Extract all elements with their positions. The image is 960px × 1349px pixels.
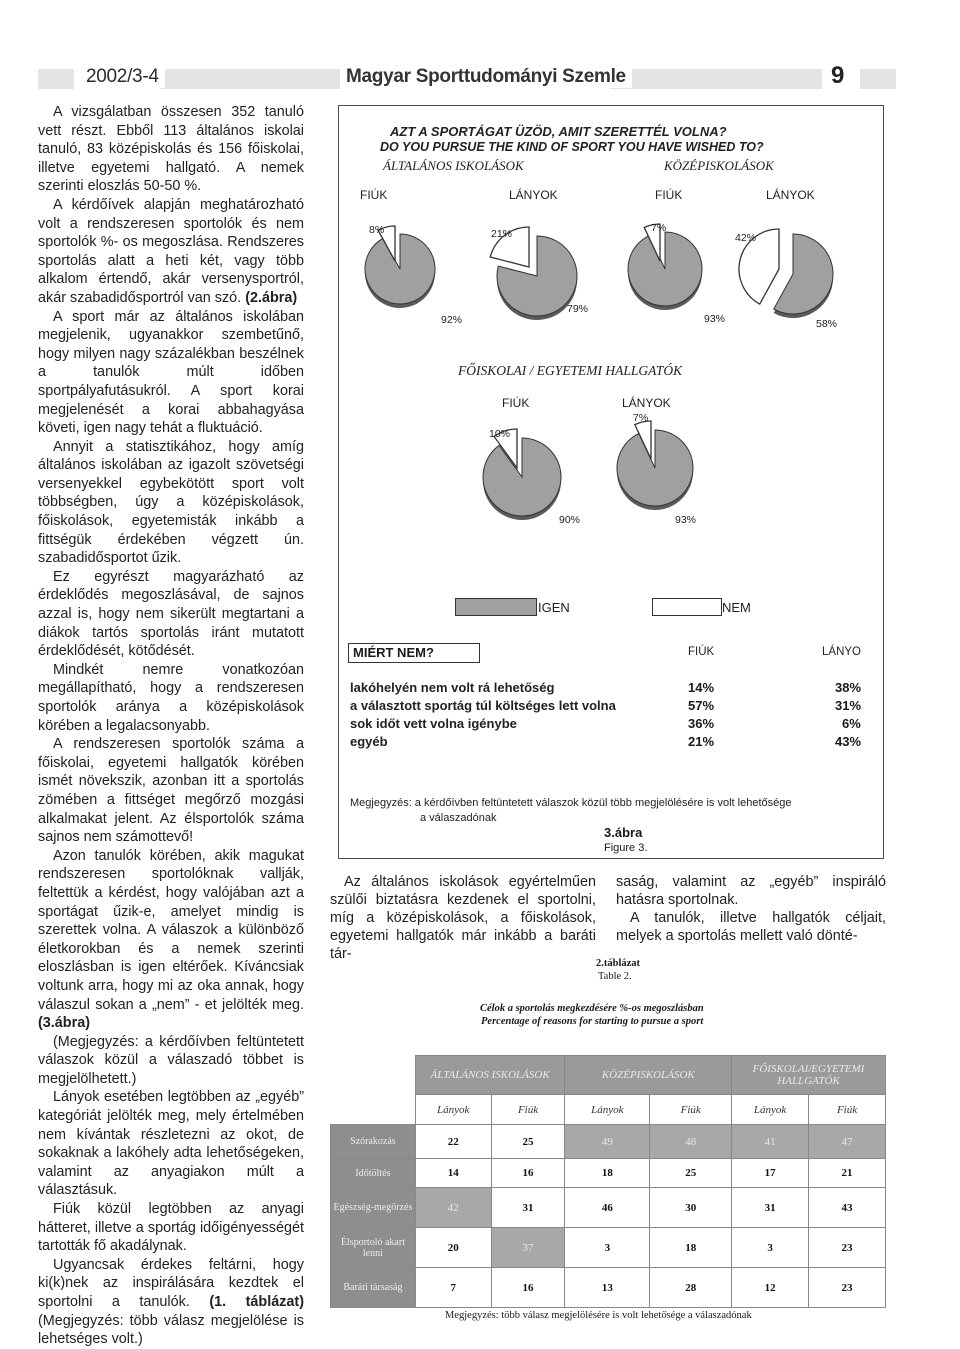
figure-reference: (2.ábra) [245,289,298,306]
header-bar-left [38,69,74,89]
why-row-reason: a választott sportág túl költséges lett volna [350,698,616,713]
why-row-boys: 21% [688,734,715,749]
pie-label-girls: LÁNYOK [766,188,815,202]
paragraph: Ez egyrészt magyarázható az érdeklődés megoszlásával, de sajnos azzal is, hogy nem sikerült megtartani a diákok tartós sportolás iránt mutatott érdeklődését, kötődését. [38,568,304,660]
table-cell: 20 [415,1228,491,1268]
why-row-boys: 57% [688,698,715,713]
table-cell: 25 [650,1159,732,1188]
why-not-title: MIÉRT NEM? [348,643,480,663]
table-corner [331,1095,416,1125]
table-row-label: Szórakozás [331,1125,416,1159]
legend-no-swatch [652,598,722,616]
table-row [331,1188,886,1228]
group-label-secondary: KÖZÉPISKOLÁSOK [664,158,774,173]
figure-note-line2: a válaszadónak [420,812,497,824]
why-row-reason: sok időt vett volna igénybe [350,716,517,731]
table-2 [330,1055,886,1308]
table-cell: 3 [565,1228,650,1268]
group-label-primary: ÁLTALÁNOS ISKOLÁSOK [383,158,524,173]
table-subheader: Fiúk [650,1095,732,1125]
table-label-hu: 2.táblázat [596,958,641,969]
text-column-b [616,873,886,945]
paragraph: A sport már az általános iskolában megjelenik, ugyanakkor szembetűnő, hogy milyen nagy százalékban beszélnek a tanulók múlt időben sportpályafutásukról. A sport korai megjelenését a korai abbahagyása követi, igen nagy tehát a fluktuáció. [38,308,304,437]
table-row [331,1228,886,1268]
pie-no-label: 42% [735,232,757,244]
table-cell: 21 [809,1159,886,1188]
why-row-girls: 38% [835,680,862,695]
table-cell: 30 [650,1188,732,1228]
table-subheader: Lányok [732,1095,809,1125]
pie-charts [338,105,884,545]
table-cell: 17 [732,1159,809,1188]
table-reference: (1. táblázat) [209,1294,304,1310]
table-group-header: ÁLTALÁNOS ISKOLÁSOK [415,1056,565,1095]
table-cell: 47 [809,1125,886,1159]
table-note: Megjegyzés: több válasz megjelölésére is volt lehetősége a válaszadónak [445,1310,752,1321]
paragraph: Mindkét nemre vonatkozóan megállapítható, hogy a rendszeresen sportolók aránya a középiskolások körében a legalacsonyabb. [38,661,304,734]
pie-label-girls: LÁNYOK [509,188,558,202]
table-cell: 31 [491,1188,565,1228]
paragraph: Azon tanulók körében, akik magukat rendszeresen sportolóknak vallják, feltettük a kérdést, hogy valójában azt a sportágat űzik-e, amelyet mindig is szerettek volna. A válaszok a különböző életkorokban és a nemek szerinti eloszlásban is igen eltérőek. Kíváncsiak voltunk arra, hogy mi az oka annak, hogy válaszul sokan a „nem” - et jelölték meg. (3.ábra) [38,847,304,1032]
table-cell: 13 [565,1268,650,1308]
why-row-girls: 6% [842,716,861,731]
issue-number: 2002/3-4 [80,66,165,88]
why-row-reason: lakóhelyén nem volt rá lehetőség [350,680,555,695]
table-cell: 37 [491,1228,565,1268]
table-group-header: KÖZÉPISKOLÁSOK [565,1056,732,1095]
group-label-university: FŐISKOLAI / EGYETEMI HALLGATÓK [458,363,683,378]
paragraph: A rendszeresen sportolók száma a főiskolai, egyetemi hallgatók körében ismét növekszik, azonban itt a sportolás zömében a fittséget megőrző mozgási alkalmakat jelent. Az élsportolók száma sajnos nem számottevő! [38,736,304,846]
header-bar-right [860,69,896,89]
paragraph: A vizsgálatban összesen 352 tanuló vett részt. Ebből 113 általános iskolai tanuló, 83 középiskolás és 156 főiskolai, illetve egyetemi hallgató. A nemek szerinti eloszlás 50-50 %. [38,104,304,195]
table-cell: 16 [491,1159,565,1188]
table-label-en: Table 2. [598,971,632,982]
table-row-label: Élsportoló akart lenni [331,1228,416,1268]
pie-slice-yes [483,438,561,516]
pie-slice-yes [617,430,693,506]
paragraph: A kérdőívek alapján meghatározható volt a rendszeresen sportolók és nem sportolók %- os megoszlása. Rendszeres sportolás alatt a heti két, vagy több alkalom értendő, akár versenysportról, akár szabadidősportról van szó. (2.ábra) [38,196,304,306]
why-row-boys: 36% [688,716,715,731]
pie-label-boys: FIÚK [655,188,683,202]
figure-title-hu: AZT A SPORTÁGAT ÜZÖD, AMIT SZERETTÉL VOLNA? [390,124,727,139]
text-column-a: Az általános iskolások egyértelműen szülői biztatásra kezdenek el sportolni, míg a középiskolások, a főiskolások, egyetemi hallgatók már inkább a baráti tár- [330,874,596,962]
page-number: 9 [825,62,850,90]
table-row-label: Egészség-megőrzés [331,1188,416,1228]
header-bar-middle-right [610,69,822,89]
paragraph-tail: saság, valamint az „egyéb” inspiráló hatásra sportolnak. [616,874,886,908]
table-subheader: Fiúk [491,1095,565,1125]
paragraph: Fiúk közül legtöbben az anyagi hátteret, illetve a sportág időigényességét tartották fő akadálynak. [38,1201,304,1255]
table-row-label: Időtöltés [331,1159,416,1188]
table-subheader: Fiúk [809,1095,886,1125]
table-corner [331,1056,416,1095]
pie-no-label: 8% [369,224,385,236]
pie-no-label: 21% [491,228,513,240]
left-text-column [38,103,304,1349]
pie-no-label: 7% [651,222,667,234]
pie-yes-label: 79% [567,303,589,315]
figure-caption-hu: 3.ábra [604,825,643,840]
pie-slice-yes [365,234,435,304]
pie-no-label: 10% [489,428,511,440]
table-subheader: Lányok [415,1095,491,1125]
table-cell: 7 [415,1268,491,1308]
table-cell: 28 [650,1268,732,1308]
pie-yes-label: 90% [559,514,581,526]
table-cell: 12 [732,1268,809,1308]
table-row-label: Baráti társaság [331,1268,416,1308]
table-cell: 3 [732,1228,809,1268]
table-cell: 42 [415,1188,491,1228]
legend-no-label: NEM [722,600,751,615]
pie-yes-label: 92% [441,314,463,326]
table-cell: 18 [565,1159,650,1188]
table-cell: 25 [491,1125,565,1159]
table-cell: 23 [809,1268,886,1308]
table-cell: 23 [809,1228,886,1268]
table-group-header: FŐISKOLAI/EGYETEMI HALLGATÓK [732,1056,886,1095]
why-col-girls: LÁNYO [822,646,861,658]
paragraph: Lányok esetében legtöbben az „egyéb” kategóriát jelölték meg, mely értelmében nem kívántak részletezni az okot, de sokaknak a lakóhely adta lehetőségeken, valamint az anyagiakon múlt a választásuk. [38,1089,304,1199]
table-cell: 49 [565,1125,650,1159]
paragraph: Ugyancsak érdekes feltárni, hogy ki(k)nek az inspirálására kezdtek el sportolni a tanulók. (1. táblázat) (Megjegyzés: több válasz megjelölése is lehetséges volt.) [38,1256,304,1348]
why-col-boys: FIÚK [688,646,715,658]
pie-yes-label: 93% [704,313,726,325]
figure-note-line1: Megjegyzés: a kérdőívben feltüntetett válaszok közül több megjelölésére is volt lehetősége [350,797,792,809]
why-row-boys: 14% [688,680,715,695]
figure-title-en: DO YOU PURSUE THE KIND OF SPORT YOU HAVE WISHED TO? [380,140,764,154]
table-title-hu: Célok a sportolás megkezdésére %-os megoszlásban [480,1003,704,1014]
pie-label-girls: LÁNYOK [622,396,671,410]
pie-yes-label: 93% [675,514,697,526]
table-cell: 22 [415,1125,491,1159]
journal-title: Magyar Sporttudományi Szemle [340,66,632,88]
table-cell: 31 [732,1188,809,1228]
pie-label-boys: FIÚK [360,188,388,202]
why-row-girls: 43% [835,734,862,749]
pie-yes-label: 58% [816,318,838,330]
pie-slice-yes [628,232,702,306]
pie-no-label: 7% [633,412,649,424]
table-cell: 18 [650,1228,732,1268]
table-cell: 46 [565,1188,650,1228]
paragraph: A tanulók, illetve hallgatók céljait, melyek a sportolás mellett való dönté- [616,910,886,944]
pie-label-boys: FIÚK [502,396,530,410]
paragraph: (Megjegyzés: a kérdőívben feltüntetett válaszok közül a válaszadó többet is megjelölhetett.) [38,1033,304,1087]
legend-yes-label: IGEN [538,600,570,615]
table-cell: 41 [732,1125,809,1159]
table-row [331,1125,886,1159]
table-cell: 48 [650,1125,732,1159]
table-title-en: Percentage of reasons for starting to pursue a sport [481,1016,704,1027]
paragraph: Annyit a statisztikához, hogy amíg általános iskolában az igazolt szövetségi versenyekkel egybekötött sport volt többségben, úgy a középiskolások, főiskolások, egyetemisták inkább a fittségük érdekében végzett ún. szabadidősportot űzik. [38,438,304,567]
header-bar-middle [160,69,340,89]
table-row [331,1159,886,1188]
legend-yes-swatch [455,598,537,616]
figure-reference: (3.ábra) [38,1015,90,1032]
table-subheader: Lányok [565,1095,650,1125]
table-cell: 14 [415,1159,491,1188]
why-row-girls: 31% [835,698,862,713]
table-cell: 43 [809,1188,886,1228]
table-cell: 16 [491,1268,565,1308]
why-row-reason: egyéb [350,734,388,749]
table-row [331,1268,886,1308]
figure-caption-en: Figure 3. [604,842,648,854]
